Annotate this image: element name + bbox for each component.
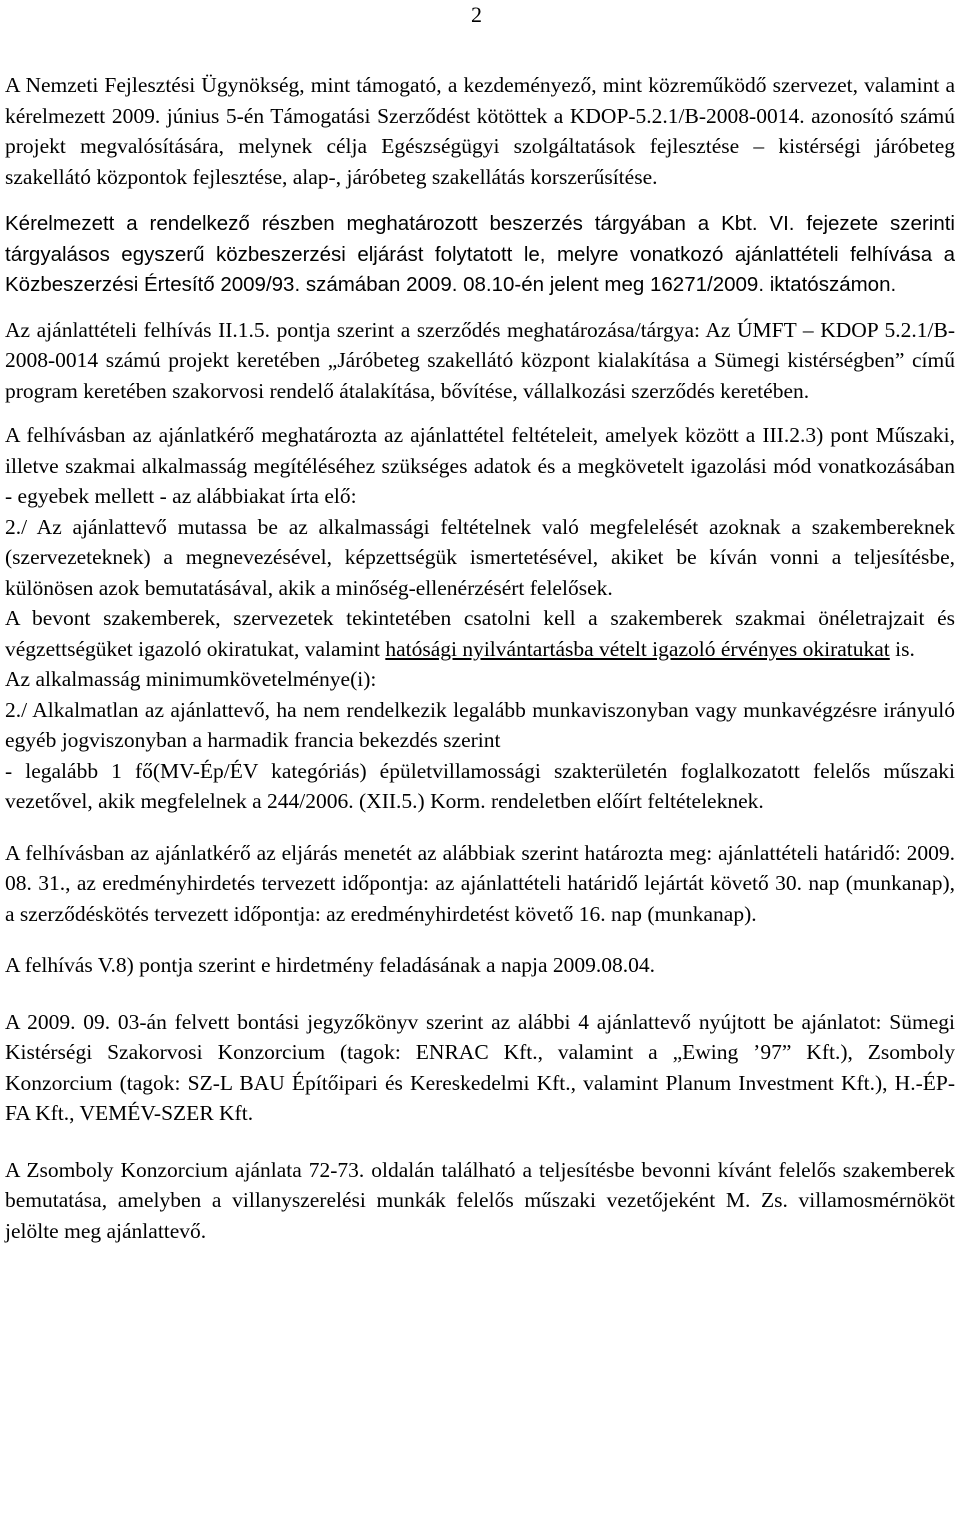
paragraph-zsomboly: A Zsomboly Konzorcium ajánlata 72-73. oldalán található a teljesítésbe bevonni kívánt felelős szakemberek bemutatása, amelyben a villanyszerelési munkák felelős műszaki vezetőjeként M. Zs. villamosmérnököt jelölte meg ajánlattevő.: [5, 1157, 955, 1243]
paragraph-contract: A Nemzeti Fejlesztési Ügynökség, mint támogató, a kezdeményező, mint közreműködő szervezet, valamint a kérelmezett 2009. június 5-én Támogatási Szerződést kötöttek a KDOP-5.2.1/B-2008-0014. azonosító számú projekt megvalósítására, melynek célja Egészségügyi szolgáltatások fejlesztése – kistérségi járóbeteg szakellátó központok fejlesztése, alap-, járóbeteg szakellátás korszerűsítése.: [5, 73, 955, 189]
specialists-text-a: A bevont szakemberek, szervezetek tekintetében csatolni kell a szakemberek szakmai önéletrajzait és végzettségüket igazoló okiratukat, valamint: [5, 606, 955, 661]
paragraph-specialists: [5, 603, 955, 664]
paragraph-procedure: Kérelmezett a rendelkező részben meghatározott beszerzés tárgyában a Kbt. VI. fejezete szerinti tárgyalásos egyszerű közbeszerzési eljárást folytatott le, melyre vonatkozó ajánlattételi felhívása a Közbeszerzési Értesítő 2009/93. számában 2009. 08.10-én jelent meg 16271/2009. iktatószámon.: [5, 212, 955, 296]
paragraph-conditions: A felhívásban az ajánlatkérő meghatározta az ajánlattétel feltételeit, amelyek között a III.2.3) pont Műszaki, illetve szakmai alkalmasság megítéléséhez szükséges adatok és a megkövetelt igazolási mód vonatkozásában - egyebek mellett - az alábbiakat írta elő:: [5, 423, 955, 508]
specialists-text-b: is.: [889, 636, 915, 661]
underlined-text: hatósági nyilvántartásba vételt igazoló érvényes okiratukat: [385, 636, 890, 661]
paragraph-publication-date: A felhívás V.8) pontja szerint e hirdetmény feladásának a napja 2009.08.04.: [5, 953, 655, 977]
paragraph-minimum-heading: Az alkalmasság minimumkövetelménye(i):: [5, 667, 377, 691]
paragraph-unsuitable: 2./ Alkalmatlan az ajánlattevő, ha nem rendelkezik legalább munkaviszonyban vagy munkavégzésre irányuló egyéb jogviszonyban a harmadik francia bekezdés szerint: [5, 697, 955, 752]
document-body: [5, 70, 955, 1246]
paragraph-electrical: - legalább 1 fő(MV-Ép/ÉV kategóriás) épületvillamossági szakterületén foglalkozatott felelős műszaki vezetővel, akik megfelelnek a 244/2006. (XII.5.) Korm. rendeletben előírt feltételeknek.: [5, 758, 955, 813]
page-number: 2: [471, 2, 482, 27]
paragraph-bidders: A 2009. 09. 03-án felvett bontási jegyzőkönyv szerint az alábbi 4 ajánlattevő nyújtott be ajánlatot: Sümegi Kistérségi Szakorvosi Konzorcium (tagok: ENRAC Kft., valamint a „Ewing ’97” Kft.), Zsomboly Konzorcium (tagok: SZ-L BAU Építőipari és Kereskedelmi Kft., valamint Planum Investment Kft.), H.-ÉP-FA Kft., VEMÉV-SZER Kft.: [5, 1009, 955, 1125]
paragraph-schedule: A felhívásban az ajánlatkérő az eljárás menetét az alábbiak szerint határozta meg: ajánlattételi határidő: 2009. 08. 31., az eredményhirdetés tervezett időpontja: az ajánlattételi határidő lejártát követő 30. nap (munkanap), a szerződéskötés tervezett időpontja: az eredményhirdetést követő 16. nap (munkanap).: [5, 840, 955, 926]
paragraph-subject: Az ajánlattételi felhívás II.1.5. pontja szerint a szerződés meghatározása/tárgya: Az ÚMFT – KDOP 5.2.1/B-2008-0014 számú projekt keretében „Járóbeteg szakellátó központ kialakítása a Sümegi kistérségben” című program keretében szakorvosi rendelő átalakítása, bővítése, vállalkozási szerződés keretében.: [5, 317, 955, 403]
paragraph-requirement-2: 2./ Az ajánlattevő mutassa be az alkalmassági feltételnek való megfelelését azoknak a szakembereknek (szervezeteknek) a megnevezésével, képzettségük ismertetésével, akiket be kíván vonni a teljesítésbe, különösen azok bemutatásával, akik a minőség-ellenérzésért felelősek.: [5, 514, 955, 600]
